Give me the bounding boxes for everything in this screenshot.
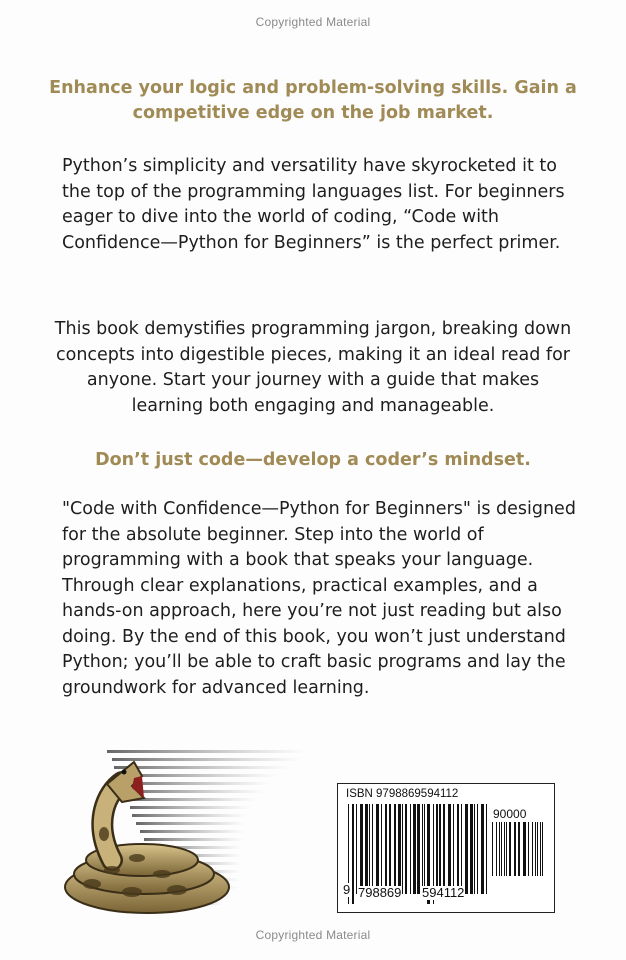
tagline-heading: Enhance your logic and problem-solving skills. Gain a competitive edge on the job market.: [49, 78, 577, 123]
barcode-bar: [486, 804, 487, 894]
description-paragraph: This book demystifies programming jargon, breaking down concepts into digestible pieces, making it an ideal read for anyone. Start your journey with a guide that makes learning both engaging and manageable.: [54, 319, 572, 416]
barcode-bar: [405, 804, 407, 894]
barcode-bar: [365, 804, 368, 894]
barcode-first-digit: 9: [343, 882, 351, 897]
barcode-bar: [481, 804, 484, 894]
intro-paragraph: Python’s simplicity and versatility have skyrocketed it to the top of the programming languages list. For beginners eager to dive into the world of coding, “Code with Confidence—Python for Beginners” is the perfect primer.: [62, 156, 565, 253]
barcode-bar: [504, 822, 505, 876]
barcode-bar: [532, 822, 533, 876]
barcode-bar: [376, 804, 379, 894]
barcode-bar: [394, 804, 396, 894]
barcode-bar: [492, 822, 493, 876]
barcode-bar: [448, 804, 451, 894]
details-paragraph: "Code with Confidence—Python for Beginners" is designed for the absolute beginner. Step into the world of programming with a book that speaks your language. Through clear explanations, practical examples, and a hands-on approach, here you’re not just reading but also doing. By the end of this book, you won’t just understand Python; you’ll be able to craft basic programs and lay the groundwork for advanced learning.: [62, 499, 576, 698]
barcode-bar: [417, 804, 420, 894]
barcode-bar: [499, 822, 500, 876]
barcode-bar: [457, 804, 459, 894]
barcode-bar: [509, 822, 511, 876]
barcode-bar: [385, 804, 387, 894]
barcode-bar: [352, 804, 354, 904]
barcode-bar: [474, 804, 475, 894]
barcode-bar: [356, 804, 357, 894]
barcode-bar: [410, 804, 411, 894]
barcode-bar: [518, 822, 520, 876]
barcode-bar: [439, 804, 441, 894]
barcode-bar: [402, 804, 403, 894]
barcode-bar: [542, 822, 543, 876]
barcode-bar: [424, 804, 425, 894]
barcode-bar: [436, 804, 438, 894]
barcode-bar: [470, 804, 473, 894]
barcode-bar: [453, 804, 454, 894]
barcode-bar: [422, 804, 423, 894]
barcode-right-digits: 594112: [422, 885, 465, 900]
barcode-bar: [537, 822, 538, 876]
mindset-heading: Don’t just code—develop a coder’s mindset.: [95, 450, 531, 470]
barcode-bar: [461, 804, 462, 894]
barcode-bar: [389, 804, 391, 894]
isbn-label: ISBN 9798869594112: [346, 788, 459, 800]
barcode-bar: [528, 822, 529, 876]
barcode-bar: [398, 804, 401, 894]
barcode-bar: [381, 804, 382, 894]
barcode-bar: [372, 804, 373, 894]
barcode-left-digits: 798869: [358, 885, 402, 900]
isbn-barcode: [337, 783, 555, 913]
barcode-bar: [540, 822, 541, 876]
copyright-watermark-top: Copyrighted Material: [255, 15, 371, 29]
barcode-bar: [443, 804, 445, 894]
python-snake-illustration: [52, 742, 342, 922]
barcode-bar: [506, 822, 507, 876]
price-code: 90000: [493, 807, 527, 821]
barcode-bar: [465, 804, 468, 894]
barcode-bar: [523, 822, 526, 876]
barcode-bar: [514, 822, 516, 876]
copyright-watermark-bottom: Copyrighted Material: [255, 928, 371, 942]
barcode-bar: [496, 822, 497, 876]
barcode-bar: [501, 822, 502, 876]
barcode-bar: [360, 804, 363, 894]
barcode-bar: [369, 804, 370, 894]
barcode-bar: [477, 804, 478, 894]
barcode-bar: [413, 804, 416, 894]
barcode-bars-addon: [492, 822, 544, 886]
barcode-bar: [535, 822, 536, 876]
